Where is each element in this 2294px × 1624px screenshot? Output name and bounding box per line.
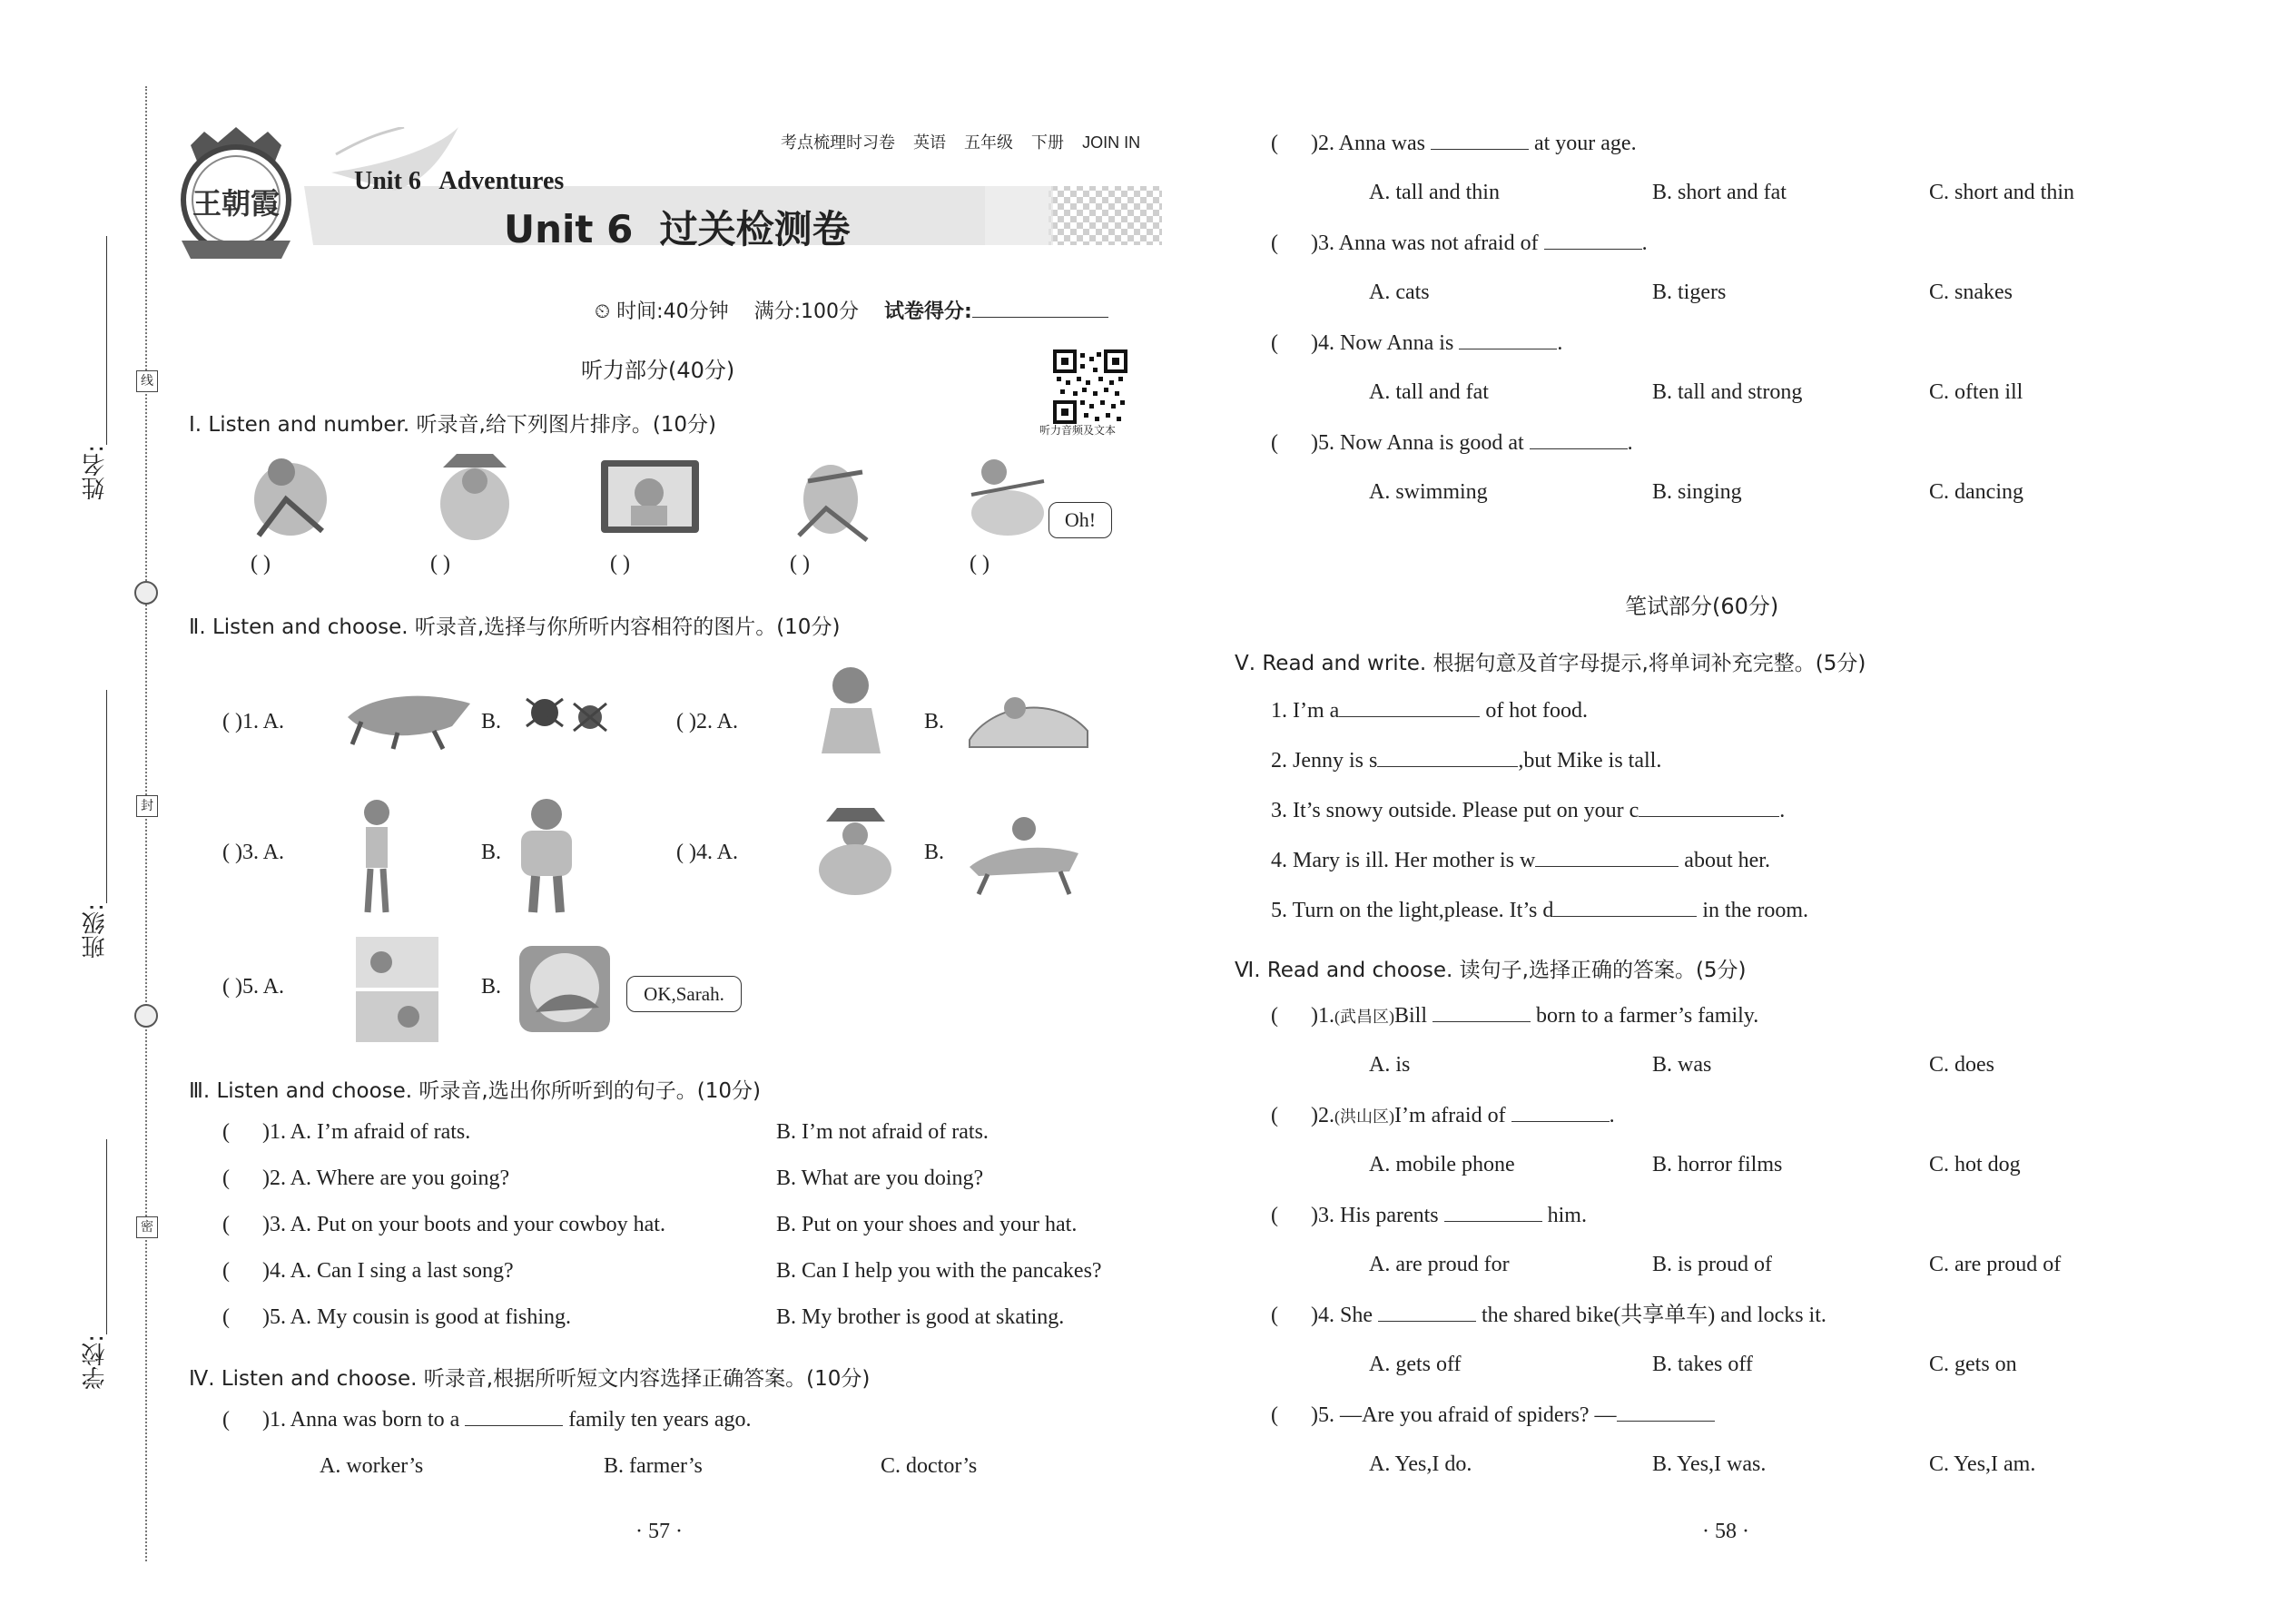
q3-5-option-a[interactable]: ( )5. A. My cousin is good at fishing. [222, 1305, 571, 1329]
picture-cowboy-running [781, 445, 881, 545]
section-4-title: Ⅳ. Listen and choose. 听录音,根据所听短文内容选择正确答案。(10分) [189, 1367, 871, 1391]
q3-1-option-b[interactable]: B. I’m not afraid of rats. [776, 1120, 989, 1144]
q6-5-option-a[interactable]: A. Yes,I do. [1369, 1452, 1472, 1476]
answer-blank[interactable] [1544, 229, 1642, 250]
picture-spilled-pancakes [962, 445, 1058, 545]
q3-3-option-b[interactable]: B. Put on your shoes and your hat. [776, 1213, 1078, 1236]
q6-3-stem: ( )3. His parents him. [1271, 1201, 1587, 1229]
section-6-title: Ⅵ. Read and choose. 读句子,选择正确的答案。(5分) [1235, 959, 1747, 982]
edition: JOIN IN [1082, 133, 1141, 152]
q4-3-stem: ( )3. Anna was not afraid of . [1271, 229, 1648, 257]
q6-3-option-c[interactable]: C. are proud of [1929, 1253, 2062, 1276]
q2-3-option-b[interactable]: B. [481, 841, 502, 864]
q4-1-stem: ( )1. Anna was born to a family ten years ago. [222, 1405, 752, 1433]
picture-cowboy-afraid [425, 445, 525, 545]
q4-4-stem: ( )4. Now Anna is . [1271, 329, 1562, 357]
q4-2-stem: ( )2. Anna was at your age. [1271, 129, 1637, 157]
q6-2-option-c[interactable]: C. hot dog [1929, 1153, 2021, 1176]
q6-2-option-b[interactable]: B. horror films [1652, 1153, 1783, 1176]
picture-boy-in-bed [965, 676, 1092, 749]
section-2-title: Ⅱ. Listen and choose. 听录音,选择与你所听内容相符的图片。(10分) [189, 615, 841, 639]
answer-blank[interactable] [1617, 1401, 1715, 1422]
q6-4-option-a[interactable]: A. gets off [1369, 1353, 1462, 1376]
q5-3: 3. It’s snowy outside. Please put on your c . [1271, 796, 1785, 824]
time-limit: 时间:40分钟 [616, 300, 729, 323]
district-tag: (武昌区) [1334, 1008, 1394, 1026]
binding-hole [134, 581, 158, 605]
q4-4-option-a[interactable]: A. tall and fat [1369, 380, 1489, 404]
score-label: 试卷得分: [883, 300, 972, 323]
answer-blank[interactable] [1433, 1001, 1531, 1022]
name-field-line [106, 236, 107, 445]
q2-1-label[interactable]: ( )1. A. [222, 710, 284, 733]
q2-1-option-b[interactable]: B. [481, 710, 502, 733]
class-field-line [106, 690, 107, 903]
q6-5-option-c[interactable]: C. Yes,I am. [1929, 1452, 2036, 1476]
q5-5: 5. Turn on the light,please. It’s d in the room. [1271, 896, 1808, 924]
answer-blank[interactable] [1459, 329, 1557, 349]
page-number-right: · 58 · [1702, 1520, 1749, 1543]
series-name: 考点梳理时习卷 [781, 133, 895, 152]
q3-3-option-a[interactable]: ( )3. A. Put on your boots and your cowboy hat. [222, 1213, 665, 1236]
binding-mark-secret: 密 [136, 1216, 158, 1238]
q4-2-option-a[interactable]: A. tall and thin [1369, 181, 1500, 204]
q6-4-stem: ( )4. She the shared bike(共享单车) and locks it. [1271, 1301, 1826, 1329]
answer-paren[interactable]: ( ) [430, 552, 450, 576]
q6-3-option-b[interactable]: B. is proud of [1652, 1253, 1772, 1276]
answer-blank[interactable] [1553, 896, 1697, 917]
q6-4-option-c[interactable]: C. gets on [1929, 1353, 2017, 1376]
answer-blank[interactable] [1377, 746, 1518, 767]
q6-1-option-b[interactable]: B. was [1652, 1053, 1712, 1077]
binding-hole [134, 1004, 158, 1028]
q3-1-option-a[interactable]: ( )1. A. I’m afraid of rats. [222, 1120, 471, 1144]
answer-blank[interactable] [1444, 1201, 1542, 1222]
qr-caption: 听力音频及文本 [1039, 424, 1117, 437]
answer-blank[interactable] [1511, 1101, 1610, 1122]
picture-cowboy-on-horse [960, 803, 1088, 899]
q3-2-option-a[interactable]: ( )2. A. Where are you going? [222, 1166, 510, 1190]
svg-text:王朝霞: 王朝霞 [192, 186, 281, 221]
class-label: 班级: [82, 903, 109, 959]
q4-5-option-a[interactable]: A. swimming [1369, 480, 1488, 504]
written-section-title: 笔试部分(60分) [1625, 594, 1779, 619]
picture-cowboy-sitting [803, 799, 908, 899]
q4-1-option-b[interactable]: B. farmer’s [604, 1454, 703, 1478]
q6-3-option-a[interactable]: A. are proud for [1369, 1253, 1510, 1276]
answer-blank[interactable] [1431, 129, 1529, 150]
speech-bubble: Oh! [1049, 502, 1112, 538]
picture-comic-panels [354, 935, 440, 1044]
listening-section-title: 听力部分(40分) [581, 358, 735, 383]
q2-5-option-b[interactable]: B. [481, 975, 502, 999]
section-3-title: Ⅲ. Listen and choose. 听录音,选出你所听到的句子。(10分) [189, 1079, 761, 1103]
answer-blank[interactable] [1535, 846, 1679, 867]
answer-paren[interactable]: ( ) [610, 552, 630, 576]
q6-1-stem: ( )1.(武昌区)Bill born to a farmer’s family. [1271, 1001, 1758, 1030]
q4-3-option-a[interactable]: A. cats [1369, 281, 1430, 304]
name-label: 姓名: [82, 445, 109, 500]
q6-5-stem: ( )5. —Are you afraid of spiders? — [1271, 1401, 1715, 1429]
series-info [781, 130, 1140, 153]
full-score: 满分:100分 [753, 300, 859, 323]
q3-5-option-b[interactable]: B. My brother is good at skating. [776, 1305, 1065, 1329]
brand-logo [172, 123, 300, 277]
q6-2-option-a[interactable]: A. mobile phone [1369, 1153, 1515, 1176]
q3-4-option-b[interactable]: B. Can I help you with the pancakes? [776, 1259, 1102, 1283]
binding-mark-line: 线 [136, 370, 158, 392]
binding-mark-seal: 封 [136, 795, 158, 817]
q3-2-option-b[interactable]: B. What are you doing? [776, 1166, 984, 1190]
q4-2-option-c[interactable]: C. short and thin [1929, 181, 2074, 204]
answer-blank[interactable] [465, 1405, 563, 1426]
picture-tv-screen [599, 458, 701, 536]
section-5-title: Ⅴ. Read and write. 根据句意及首字母提示,将单词补充完整。(5分) [1235, 652, 1866, 675]
answer-blank[interactable] [1378, 1301, 1476, 1322]
q2-3-label[interactable]: ( )3. A. [222, 841, 284, 864]
answer-blank[interactable] [1530, 428, 1628, 449]
clock-icon: ⏲ [595, 300, 611, 323]
unit-line: Unit 6 Adventures [354, 167, 565, 195]
qr-code-icon[interactable] [1053, 349, 1127, 424]
binding-dotted-line [145, 86, 147, 1561]
grade: 五年级 [964, 133, 1014, 152]
answer-paren[interactable]: ( ) [790, 552, 810, 576]
q4-5-stem: ( )5. Now Anna is good at . [1271, 428, 1633, 457]
picture-spiders [508, 676, 622, 749]
q2-4-option-b[interactable]: B. [924, 841, 945, 864]
exam-meta [595, 296, 1108, 324]
section-1-title: Ⅰ. Listen and number. 听录音,给下列图片排序。(10分) [189, 413, 717, 437]
picture-horse-riders [517, 944, 613, 1035]
school-label: 学校: [82, 1334, 109, 1390]
q2-2-option-b[interactable]: B. [924, 710, 945, 733]
q4-1-option-c[interactable]: C. doctor’s [881, 1454, 978, 1478]
picture-fat-boy [510, 794, 583, 917]
page-title: Unit 6 过关检测卷 [504, 207, 851, 251]
picture-cowboy-tumbling [241, 445, 340, 545]
speech-bubble: OK,Sarah. [626, 976, 742, 1012]
q5-4: 4. Mary is ill. Her mother is w about her. [1271, 846, 1770, 874]
school-field-line [106, 1139, 107, 1334]
q6-2-stem: ( )2.(洪山区)I’m afraid of . [1271, 1101, 1615, 1130]
q6-4-option-b[interactable]: B. takes off [1652, 1353, 1753, 1376]
q6-1-option-a[interactable]: A. is [1369, 1053, 1411, 1077]
answer-blank[interactable] [1639, 796, 1779, 817]
answer-paren[interactable]: ( ) [970, 552, 989, 576]
term: 下册 [1031, 133, 1065, 152]
q4-3-option-c[interactable]: C. snakes [1929, 281, 2013, 304]
score-field[interactable] [972, 297, 1108, 318]
q6-1-option-c[interactable]: C. does [1929, 1053, 1994, 1077]
q4-1-option-a[interactable]: A. worker’s [320, 1454, 424, 1478]
picture-sick-boy [808, 658, 894, 758]
answer-paren[interactable]: ( ) [251, 552, 271, 576]
q4-4-option-c[interactable]: C. often ill [1929, 380, 2023, 404]
subject: 英语 [913, 133, 947, 152]
picture-thin-boy [350, 794, 404, 917]
q2-4-label[interactable]: ( )4. A. [676, 841, 738, 864]
district-tag: (洪山区) [1334, 1107, 1394, 1126]
page-number-left: · 57 · [635, 1520, 683, 1543]
q5-2: 2. Jenny is s ,but Mike is tall. [1271, 746, 1661, 774]
q6-5-option-b[interactable]: B. Yes,I was. [1652, 1452, 1767, 1476]
q4-2-option-b[interactable]: B. short and fat [1652, 181, 1787, 204]
picture-wolf [343, 676, 479, 753]
q4-4-option-b[interactable]: B. tall and strong [1652, 380, 1803, 404]
q3-4-option-a[interactable]: ( )4. A. Can I sing a last song? [222, 1259, 514, 1283]
q2-5-label[interactable]: ( )5. A. [222, 975, 284, 999]
q5-1: 1. I’m a of hot food. [1271, 696, 1588, 724]
answer-blank[interactable] [1339, 696, 1480, 717]
q4-3-option-b[interactable]: B. tigers [1652, 281, 1727, 304]
q4-5-option-c[interactable]: C. dancing [1929, 480, 2023, 504]
q2-2-label[interactable]: ( )2. A. [676, 710, 738, 733]
q4-5-option-b[interactable]: B. singing [1652, 480, 1742, 504]
